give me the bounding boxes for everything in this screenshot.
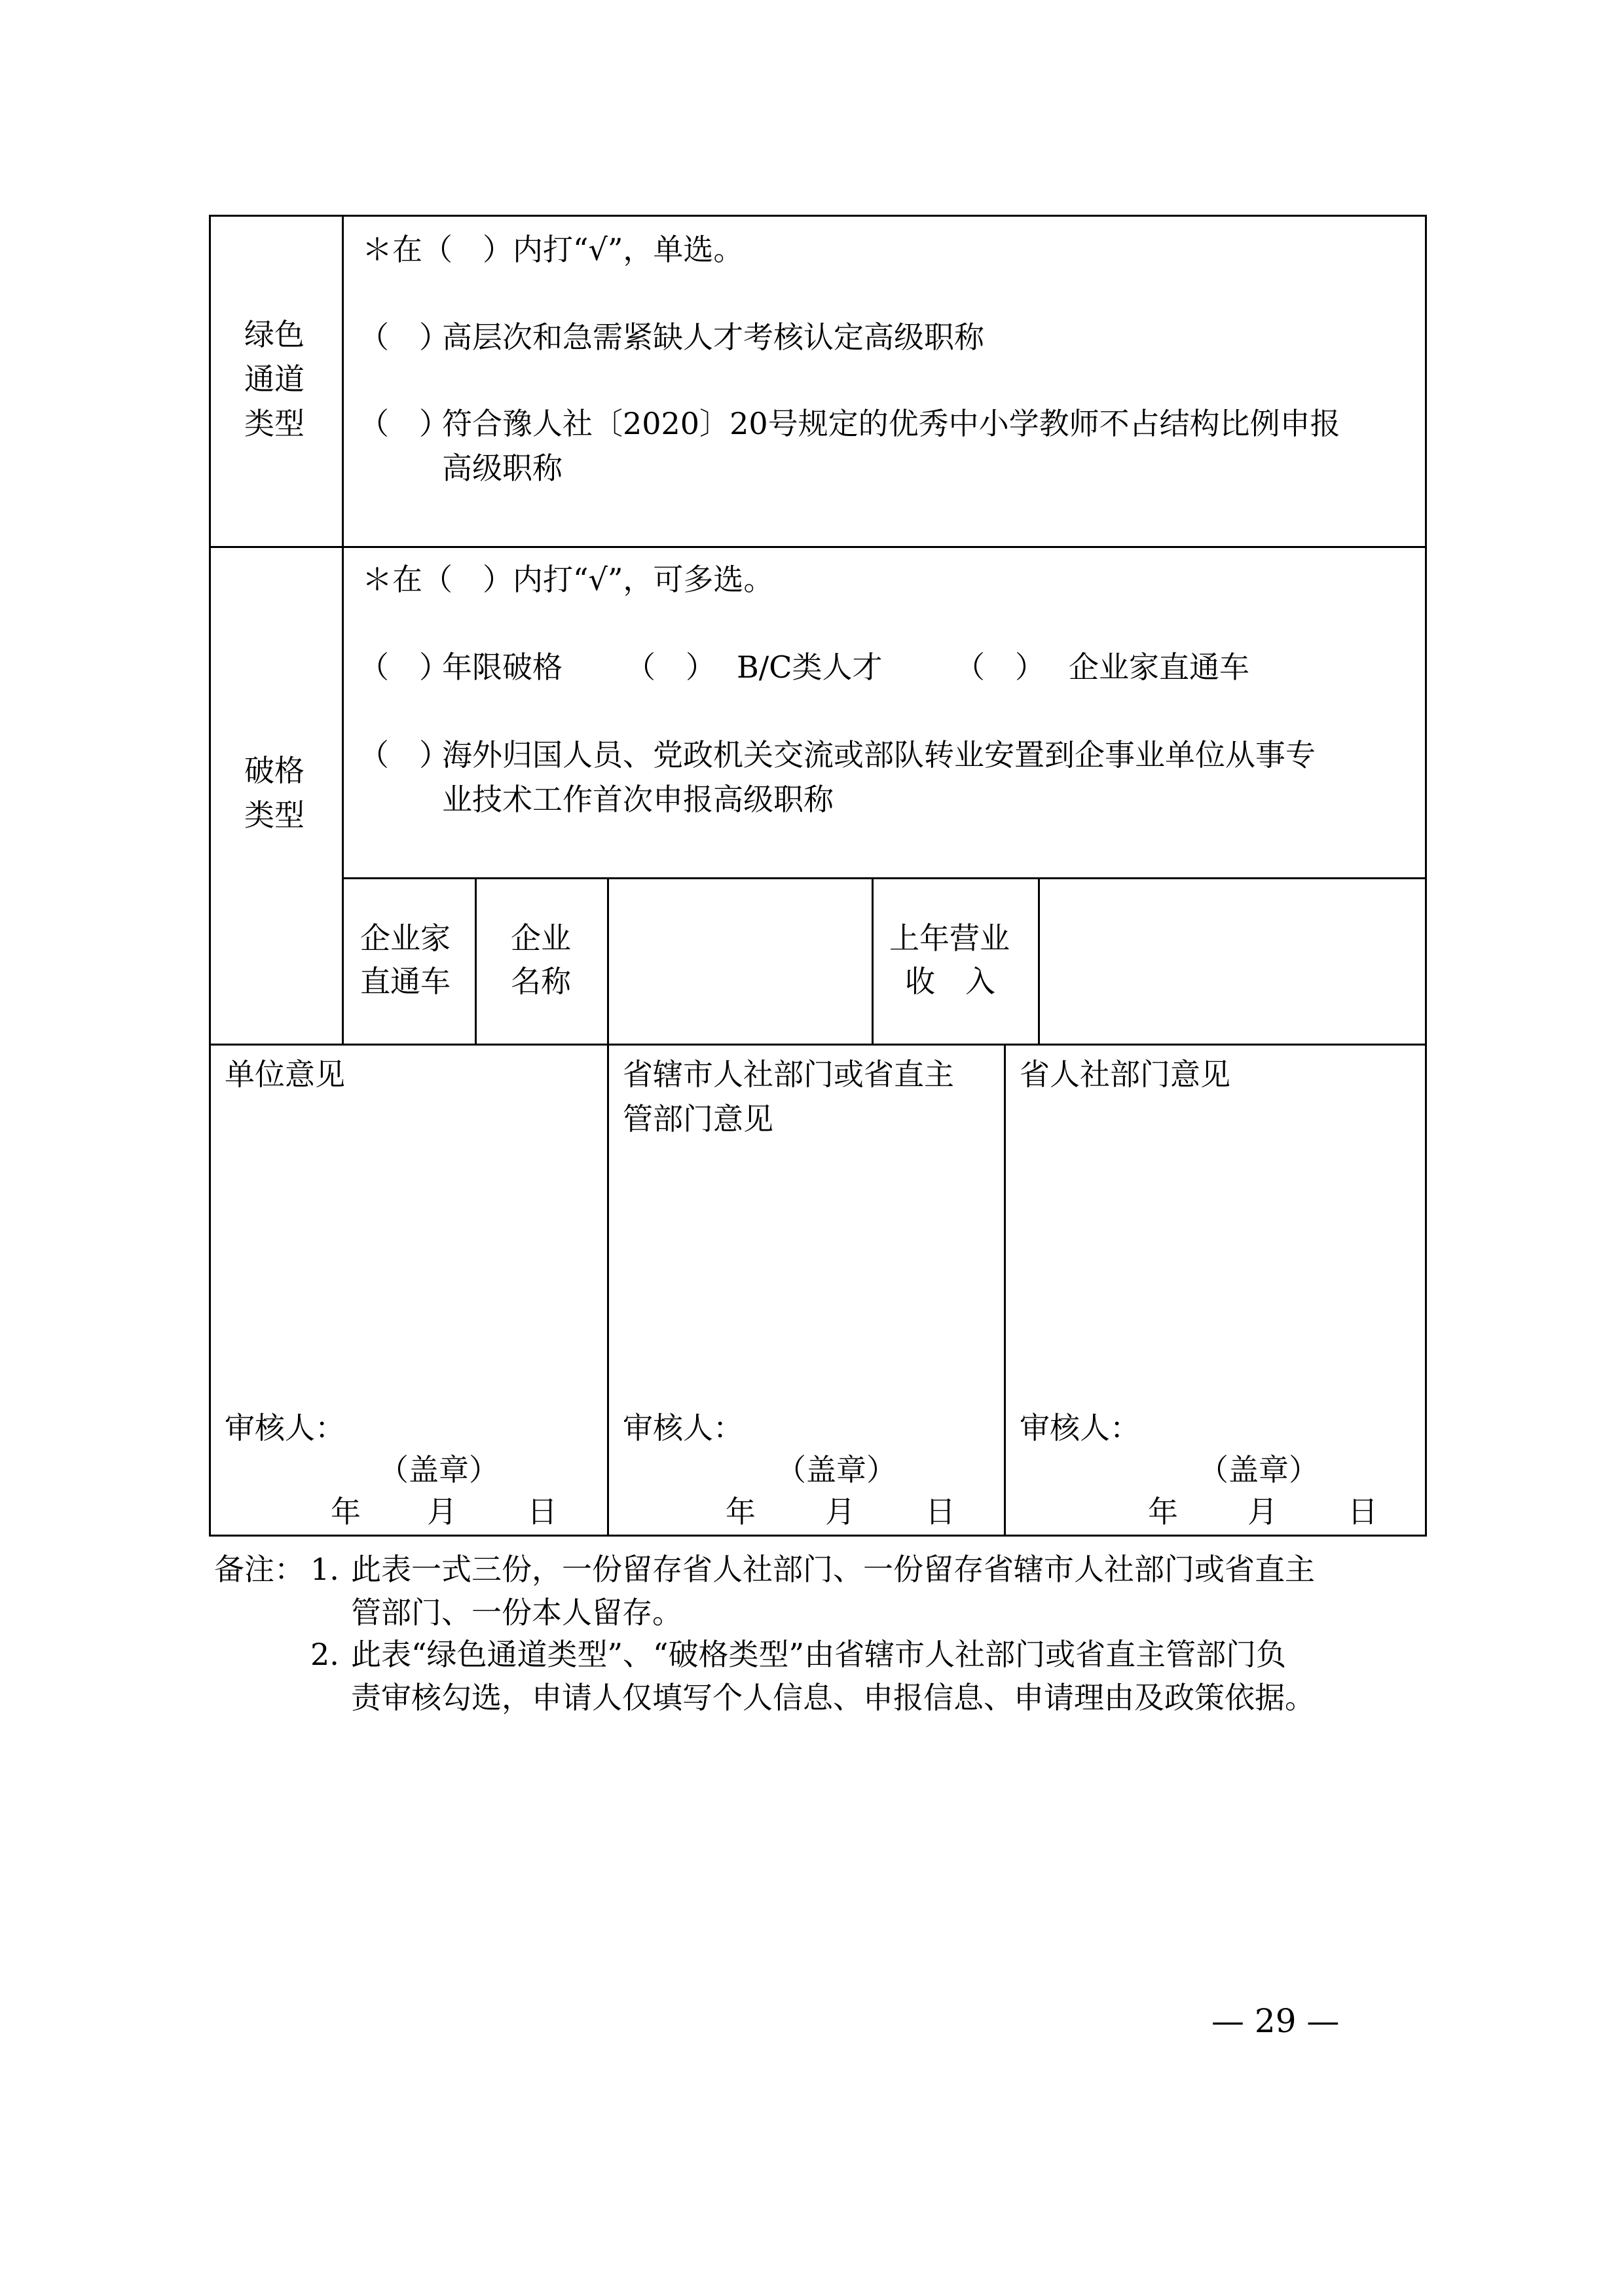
- exception-type-label-2: 类型: [244, 797, 304, 833]
- city-opinion-day: 日: [925, 1494, 955, 1529]
- unit-opinion-day: 日: [527, 1494, 557, 1529]
- col-divider-d: [1038, 877, 1040, 1045]
- col-divider-a: [475, 877, 477, 1045]
- province-opinion-reviewer: 审核人：: [1020, 1410, 1140, 1446]
- unit-opinion-year: 年: [331, 1494, 361, 1529]
- exception-type-label-1: 破格: [244, 753, 304, 788]
- exception-type-instruction: ＊在（ ）内打“√”，可多选。: [362, 562, 774, 597]
- exception-option-overseas-text-line2: 业技术工作首次申报高级职称: [442, 782, 834, 817]
- revenue-field[interactable]: [1051, 943, 1418, 982]
- exception-option-entrepreneur-checkbox[interactable]: （ ）: [955, 649, 1045, 685]
- notes-prefix: 备注：: [214, 1552, 304, 1587]
- city-opinion-month: 月: [825, 1494, 855, 1529]
- note-1-line2: 管部门、一份本人留存。: [351, 1595, 682, 1630]
- col-divider-b: [607, 877, 609, 1537]
- city-opinion-seal: （盖章）: [776, 1452, 896, 1487]
- company-name-field[interactable]: [619, 943, 861, 982]
- unit-opinion-month: 月: [427, 1494, 457, 1529]
- green-channel-instruction: ＊在（ ）内打“√”，单选。: [362, 232, 744, 267]
- row-divider-opinions: [209, 1044, 1427, 1046]
- note-1-line1: 此表一式三份，一份留存省人社部门、一份留存省辖市人社部门或省直主: [351, 1552, 1315, 1587]
- entrepreneur-label-1: 企业家: [360, 920, 451, 956]
- province-opinion-title: 省人社部门意见: [1020, 1057, 1230, 1092]
- green-option-2-checkbox[interactable]: （ ）: [359, 406, 449, 441]
- exception-option-talent-checkbox[interactable]: （ ）: [625, 649, 716, 685]
- exception-option-overseas-checkbox[interactable]: （ ）: [359, 737, 449, 773]
- unit-opinion-title: 单位意见: [225, 1057, 345, 1092]
- unit-opinion-reviewer: 审核人：: [225, 1410, 345, 1446]
- label-column-divider: [342, 215, 344, 1045]
- green-option-2-text-line2: 高级职称: [442, 450, 563, 486]
- green-option-1-text: 高层次和急需紧缺人才考核认定高级职称: [442, 319, 984, 355]
- note-2-line1: 此表“绿色通道类型”、“破格类型”由省辖市人社部门或省直主管部门负: [351, 1637, 1287, 1672]
- province-opinion-day: 日: [1348, 1494, 1378, 1529]
- exception-option-years-checkbox[interactable]: （ ）: [359, 649, 449, 685]
- province-opinion-month: 月: [1247, 1494, 1278, 1529]
- note-2-number: 2.: [310, 1637, 339, 1672]
- company-name-label-1: 企业: [511, 920, 571, 956]
- green-option-2-text: 符合豫人社〔2020〕20号规定的优秀中小学教师不占结构比例申报: [442, 406, 1340, 441]
- green-channel-label-3: 类型: [244, 406, 304, 441]
- entrepreneur-label-2: 直通车: [360, 964, 451, 999]
- page-number: — 29 —: [1211, 2002, 1340, 2040]
- exception-option-years-text: 年限破格: [442, 649, 563, 685]
- province-opinion-year: 年: [1148, 1494, 1178, 1529]
- unit-opinion-seal: （盖章）: [378, 1452, 499, 1487]
- city-opinion-title-line2: 管部门意见: [623, 1101, 773, 1137]
- exception-option-entrepreneur-text: 企业家直通车: [1069, 649, 1249, 685]
- exception-option-talent-text: B/C类人才: [737, 649, 883, 685]
- city-opinion-title: 省辖市人社部门或省直主: [623, 1057, 954, 1092]
- note-1-number: 1.: [310, 1552, 339, 1587]
- green-channel-label-1: 绿色: [244, 317, 304, 352]
- row-divider-entrepreneur: [342, 877, 1427, 879]
- col-divider-e: [1004, 1044, 1006, 1537]
- green-option-1-checkbox[interactable]: （ ）: [359, 319, 449, 355]
- col-divider-c: [872, 877, 874, 1045]
- province-opinion-seal: （盖章）: [1198, 1452, 1319, 1487]
- city-opinion-year: 年: [726, 1494, 756, 1529]
- row-divider-green: [209, 546, 1427, 548]
- revenue-label-1: 上年营业: [889, 920, 1010, 956]
- revenue-label-2: 收 入: [905, 964, 995, 999]
- city-opinion-reviewer: 审核人：: [623, 1410, 743, 1446]
- note-2-line2: 责审核勾选，申请人仅填写个人信息、申报信息、申请理由及政策依据。: [351, 1680, 1315, 1715]
- company-name-label-2: 名称: [511, 964, 571, 999]
- exception-option-overseas-text: 海外归国人员、党政机关交流或部队转业安置到企事业单位从事专: [442, 737, 1316, 773]
- green-channel-label-2: 通道: [244, 361, 304, 397]
